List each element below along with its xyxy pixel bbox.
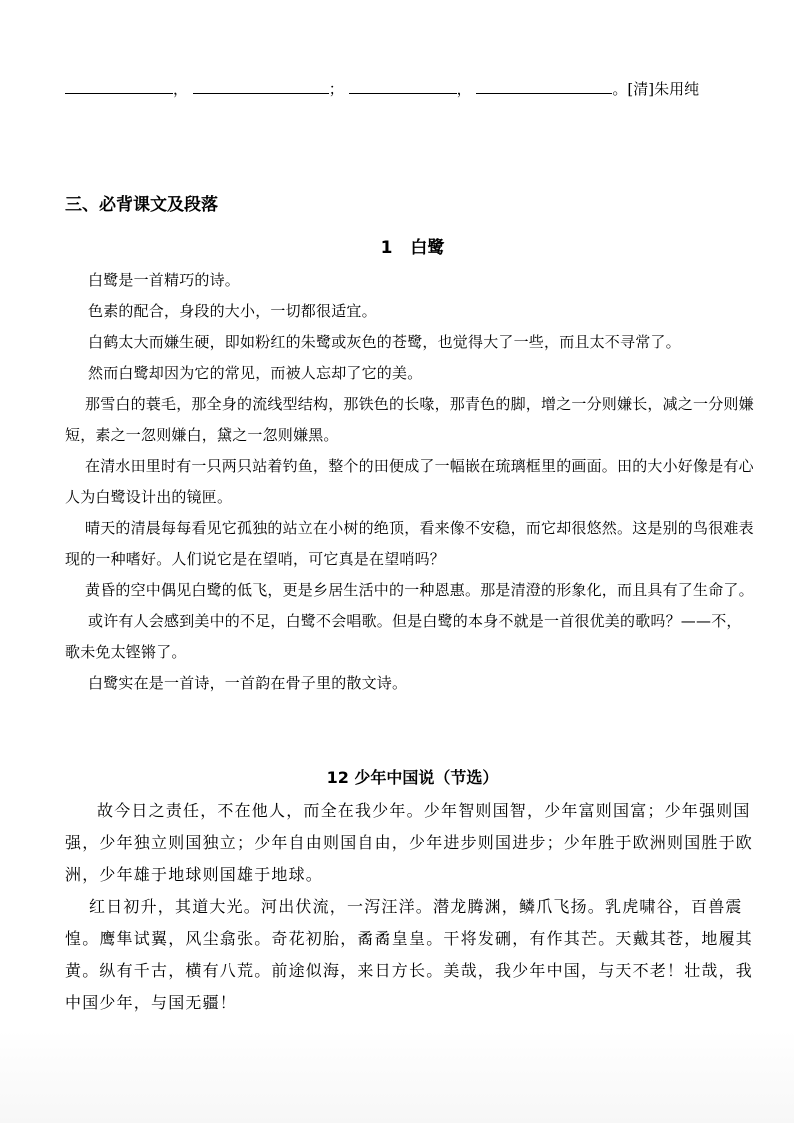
paragraph: 那雪白的蓑毛，那全身的流线型结构，那铁色的长喙，那青色的脚，增之一分则嫌长，减之一分则嫌短，素之一忽则嫌白，黛之一忽则嫌黑。 (65, 395, 754, 444)
paragraph: 在清水田里时有一只两只站着钓鱼，整个的田便成了一幅嵌在琉璃框里的画面。田的大小好像是有心人为白鹭设计出的镜匣。 (65, 457, 754, 506)
paragraph: 色素的配合，身段的大小，一切都很适宜。 (88, 302, 377, 320)
paragraph: 黄昏的空中偶见白鹭的低飞，更是乡居生活中的一种恩惠。那是清澄的形象化，而且具有了生命了。 (85, 581, 754, 599)
essay-body (65, 795, 755, 1019)
answer-blank-3[interactable] (349, 78, 457, 94)
punctuation: ； (328, 80, 344, 98)
poem-body (65, 265, 755, 699)
punctuation: ， (173, 80, 189, 98)
punctuation: ， (456, 80, 472, 98)
paragraph: 白鹤太大而嫌生硬，即如粉红的朱鹭或灰色的苍鹭，也觉得大了一些，而且太不寻常了。 (88, 333, 681, 351)
poem-number: 1 (380, 238, 393, 258)
paragraph: 然而白鹭却因为它的常见，而被人忘却了它的美。 (88, 364, 423, 382)
paragraph: 晴天的清晨每每看见它孤独的站立在小树的绝顶，看来像不安稳，而它却很悠然。这是别的鸟很难表现的一种嗜好。人们说它是在望哨，可它真是在望哨吗？ (65, 519, 754, 568)
answer-blank-2[interactable] (193, 78, 329, 94)
poem-title (65, 236, 760, 260)
paragraph: 故今日之责任，不在他人，而全在我少年。少年智则国智，少年富则国富；少年强则国强，少年独立则国独立；少年自由则国自由，少年进步则国进步；少年胜于欧洲则国胜于欧洲，少年雄于地球则国雄于地球。 (65, 801, 754, 884)
paragraph: 或许有人会感到美中的不足，白鹭不会唱歌。但是白鹭的本身不就是一首很优美的歌吗？——不，歌未免太铿锵了。 (65, 612, 742, 661)
punctuation: 。 (612, 80, 628, 98)
fill-in-blank-line (65, 78, 765, 100)
essay-title: 12 少年中国说（节选） (326, 768, 499, 787)
page-bottom-shade (0, 1030, 794, 1123)
attribution: [清]朱用纯 (627, 80, 700, 98)
paragraph: 红日初升，其道大光。河出伏流，一泻汪洋。潜龙腾渊，鳞爪飞扬。乳虎啸谷，百兽震惶。鹰隼试翼，风尘翕张。奇花初胎，矞矞皇皇。干将发硎，有作其芒。天戴其苍，地履其黄。纵有千古，横有八荒。前途似海，来日方长。美哉，我少年中国，与天不老！壮哉，我中国少年，与国无疆！ (65, 897, 754, 1012)
paragraph: 白鹭实在是一首诗，一首韵在骨子里的散文诗。 (88, 674, 408, 692)
answer-blank-1[interactable] (65, 78, 173, 94)
paragraph: 白鹭是一首精巧的诗。 (88, 271, 241, 289)
section-title: 三、必背课文及段落 (65, 195, 218, 215)
answer-blank-4[interactable] (476, 78, 612, 94)
poem-title-text: 白鹭 (410, 238, 445, 258)
